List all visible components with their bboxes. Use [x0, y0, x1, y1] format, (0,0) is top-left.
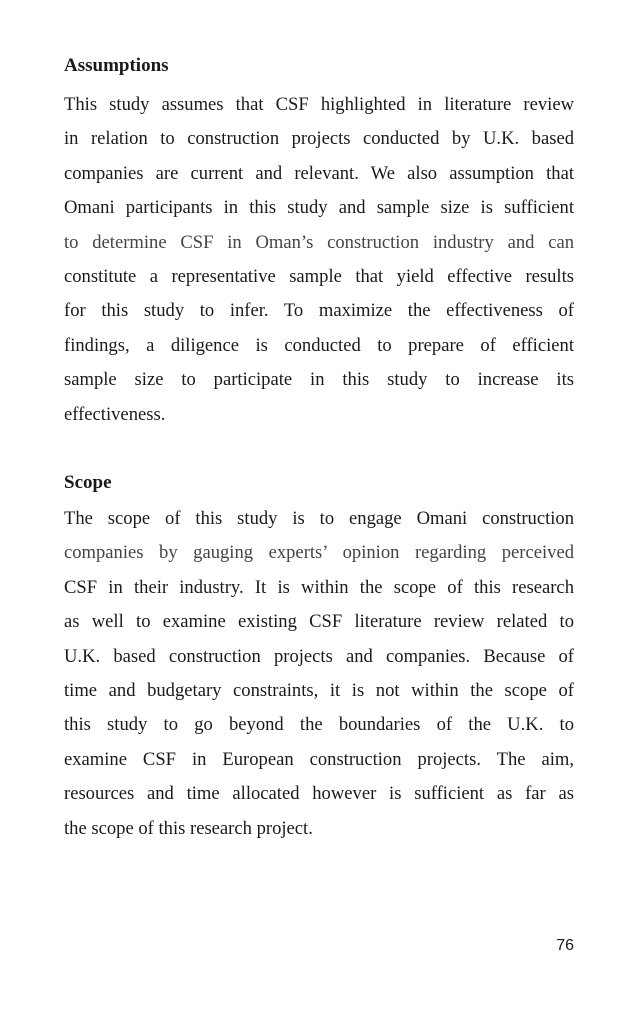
- paragraph-line: Omani participants in this study and sample size is sufficient: [64, 197, 574, 219]
- paragraph-line: to determine CSF in Oman’s construction industry and can: [64, 231, 574, 253]
- assumptions-paragraph: [64, 88, 574, 432]
- paragraph-line: for this study to infer. To maximize the effectiveness of: [64, 300, 574, 322]
- paragraph-line: the scope of this research project.: [64, 817, 313, 839]
- scope-paragraph: [64, 502, 574, 846]
- paragraph-line: sample size to participate in this study to increase its: [64, 369, 574, 391]
- paragraph-line: findings, a diligence is conducted to prepare of efficient: [64, 334, 574, 356]
- paragraph-line: this study to go beyond the boundaries of the U.K. to: [64, 714, 574, 736]
- paragraph-line: examine CSF in European construction projects. The aim,: [64, 748, 574, 770]
- paragraph-line: The scope of this study is to engage Omani construction: [64, 508, 574, 529]
- assumptions-heading: Assumptions: [64, 55, 169, 76]
- paragraph-line: companies by gauging experts’ opinion regarding perceived: [64, 542, 574, 564]
- paragraph-line: This study assumes that CSF highlighted in literature review: [64, 94, 574, 115]
- page-number: 76: [556, 937, 574, 954]
- paragraph-line: time and budgetary constraints, it is not within the scope of: [64, 679, 574, 701]
- paragraph-line: companies are current and relevant. We also assumption that: [64, 162, 574, 184]
- scope-heading: Scope: [64, 472, 112, 493]
- paragraph-line: in relation to construction projects conducted by U.K. based: [64, 128, 574, 150]
- paragraph-line: U.K. based construction projects and companies. Because of: [64, 645, 574, 667]
- paragraph-line: resources and time allocated however is sufficient as far as: [64, 783, 574, 805]
- paragraph-line: as well to examine existing CSF literature review related to: [64, 611, 574, 633]
- paragraph-line: effectiveness.: [64, 403, 166, 425]
- paragraph-line: constitute a representative sample that yield effective results: [64, 265, 574, 287]
- paragraph-line: CSF in their industry. It is within the scope of this research: [64, 576, 574, 598]
